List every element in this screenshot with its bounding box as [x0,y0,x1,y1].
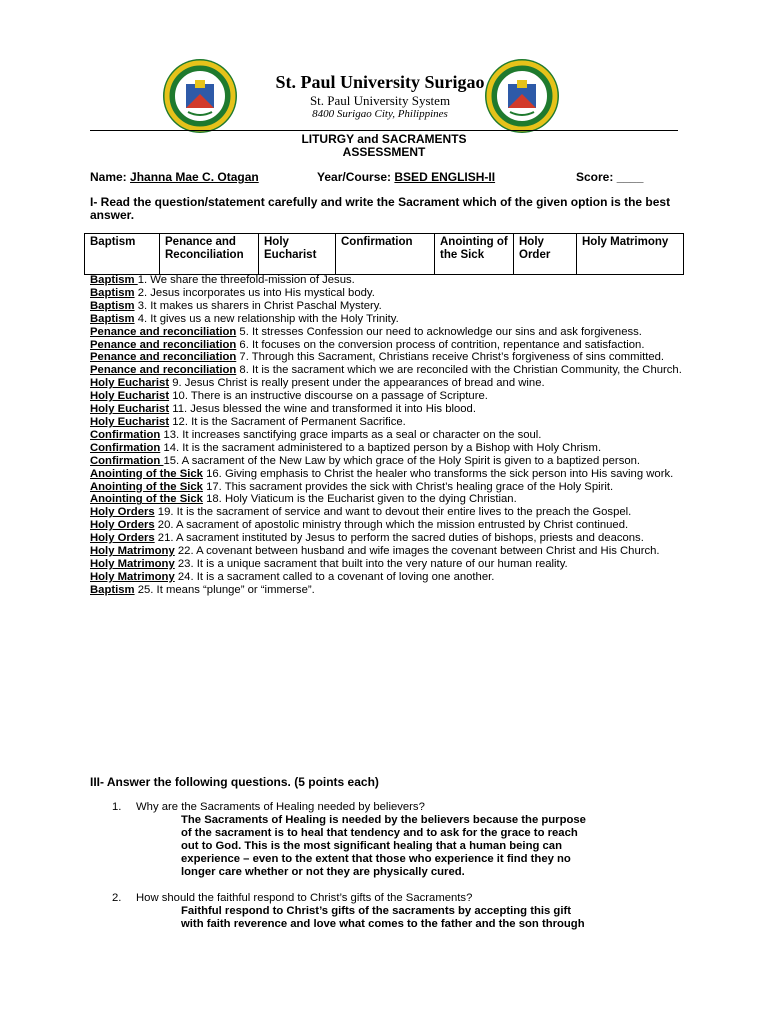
answer-line: longer care whether or not they are physically cured. [181,865,465,878]
name-field [90,170,259,184]
list-item [90,442,682,455]
university-name: St. Paul University Surigao [275,72,485,92]
item-answer: Holy Eucharist [90,415,170,428]
item-text: 6. It focuses on the conversion process of contrition, repentance and satisfaction. [236,338,645,351]
item-answer: Holy Eucharist [90,377,170,390]
item-text: 4. It gives us a new relationship with the Holy Trinity. [134,312,399,325]
section-3-heading: III- Answer the following questions. (5 points each) [90,775,379,789]
option-cell: Holy Order [514,234,577,275]
item-answer: Baptism [90,312,135,325]
university-address: 8400 Surigao City, Philippines [312,108,448,120]
sacrament-options-table [84,233,684,275]
list-item [90,455,682,468]
item-answer: Penance and reconciliation [90,325,237,338]
item-text: 13. It increases sanctifying grace imparts as a seal or character on the soul. [160,428,542,441]
item-answer: Penance and reconciliation [90,364,237,377]
item-text: 5. It stresses Confession our need to acknowledge our sins and ask forgiveness. [236,325,642,338]
score-value: ____ [616,170,644,184]
list-item [90,326,682,339]
list-item [90,351,682,364]
item-answer: Confirmation [90,441,161,454]
item-text: 19. It is the sacrament of service and want to devout their entire lives to the preach the Gospel. [154,506,632,519]
list-item [90,493,682,506]
name-label: Name: [90,170,127,184]
question-text: How should the faithful respond to Christ’s gifts of the Sacraments? [136,892,473,904]
answer-line: out to God. This is the most significant healing that a human being can [181,839,562,852]
list-item [90,339,682,352]
item-text: 22. A covenant between husband and wife images the covenant between Christ and His Church. [174,545,660,558]
list-item [90,532,682,545]
university-system: St. Paul University System [309,93,451,108]
option-cell: Baptism [85,234,160,275]
answer-line: Faithful respond to Christ’s gifts of the sacraments by accepting this gift [181,905,571,917]
list-item [90,584,682,597]
option-cell: Holy Eucharist [259,234,336,275]
list-item [90,429,682,442]
course-value: BSED ENGLISH-II [394,170,496,184]
item-text: 11. Jesus blessed the wine and transformed it into His blood. [169,403,476,416]
list-item [90,558,682,571]
item-answer: Anointing of the Sick [90,467,203,480]
item-text: 2. Jesus incorporates us into His mystical body. [134,286,375,299]
list-item [90,377,682,390]
item-answer: Baptism [90,583,135,596]
item-answer: Anointing of the Sick [90,493,203,506]
item-answer: Holy Matrimony [90,570,175,583]
item-text: 12. It is the Sacrament of Permanent Sacrifice. [169,415,406,428]
list-item [90,571,682,584]
score-label: Score: [576,170,614,184]
header-divider [90,130,678,131]
question-number: 2. [112,892,122,904]
item-text: 21. A sacrament instituted by Jesus to perform the sacred duties of bishops, priests and deacons. [154,532,644,545]
item-answer: Penance and reconciliation [90,338,237,351]
item-answer: Baptism [90,286,135,299]
item-text: 23. It is a unique sacrament that built into the very nature of our human reality. [174,557,568,570]
answer-1 [181,814,681,879]
option-cell: Anointing of the Sick [435,234,514,275]
item-text: 24. It is a sacrament called to a covenant of loving one another. [174,570,495,583]
list-item [90,519,682,532]
question-number: 1. [112,801,122,813]
question-1 [112,801,425,813]
item-text: 1. We share the threefold-mission of Jesus. [137,274,355,286]
item-text: 10. There is an instructive discourse on a passage of Scripture. [169,390,488,403]
list-item [90,468,682,481]
course-field [317,170,495,184]
question-2 [112,892,472,904]
list-item [90,364,682,377]
options-row [85,234,684,275]
item-text: 16. Giving emphasis to Christ the healer who transforms the sick person into His saving work. [202,467,674,480]
list-item [90,300,682,313]
question-text: Why are the Sacraments of Healing needed by believers? [136,801,425,813]
list-item [90,274,682,287]
document-subtitle: ASSESSMENT [342,145,426,159]
item-answer: Baptism [90,274,138,286]
item-answer: Confirmation [90,454,164,467]
item-text: 3. It makes us sharers in Christ Paschal Mystery. [134,299,382,312]
list-item [90,287,682,300]
list-item [90,403,682,416]
university-seal-left [162,58,238,134]
document-title: LITURGY and SACRAMENTS [301,132,467,146]
answer-line: with faith reverence and love what comes to the father and the son through [181,917,585,930]
answer-line: The Sacraments of Healing is needed by the believers because the purpose [181,814,586,826]
item-answer: Holy Eucharist [90,390,170,403]
option-cell: Holy Matrimony [577,234,684,275]
item-text: 15. A sacrament of the New Law by which grace of the Holy Spirit is given to a baptized person. [163,454,641,467]
item-answer: Baptism [90,299,135,312]
answer-list [90,274,682,597]
item-answer: Anointing of the Sick [90,480,203,493]
score-field [576,170,643,184]
item-answer: Holy Orders [90,506,155,519]
item-text: 14. It is the sacrament administered to a baptized person by a Bishop with Holy Chrism. [160,441,602,454]
item-answer: Holy Orders [90,532,155,545]
option-cell: Confirmation [336,234,435,275]
option-cell: Penance and Reconciliation [160,234,259,275]
item-text: 17. This sacrament provides the sick with Christ’s healing grace of the Holy Spirit. [202,480,614,493]
instructions: I- Read the question/statement carefully and write the Sacrament which of the given option is the best answer. [90,195,671,222]
item-text: 9. Jesus Christ is really present under the appearances of bread and wine. [169,377,545,390]
answer-line: of the sacrament is to heal that tendency and to ask for the grace to reach [181,826,578,839]
item-answer: Holy Matrimony [90,545,175,558]
item-answer: Holy Orders [90,519,155,532]
answer-2 [181,905,681,931]
name-value: Jhanna Mae C. Otagan [130,170,259,184]
item-text: 25. It means “plunge” or “immerse”. [134,583,315,596]
item-text: 7. Through this Sacrament, Christians receive Christ’s forgiveness of sins committed. [236,351,665,364]
item-text: 18. Holy Viaticum is the Eucharist given to the dying Christian. [202,493,517,506]
list-item [90,313,682,326]
course-label: Year/Course: [317,170,392,184]
list-item [90,545,682,558]
item-answer: Confirmation [90,428,161,441]
university-seal-right [484,58,560,134]
item-answer: Holy Matrimony [90,557,175,570]
list-item [90,390,682,403]
list-item [90,416,682,429]
list-item [90,481,682,494]
item-text: 20. A sacrament of apostolic ministry through which the mission entrusted by Christ continued. [154,519,629,532]
list-item [90,506,682,519]
item-text: 8. It is the sacrament which we are reconciled with the Christian Community, the Church. [236,364,682,377]
item-answer: Holy Eucharist [90,403,170,416]
answer-line: experience – even to the extent that those who experience it find they no [181,852,571,865]
item-answer: Penance and reconciliation [90,351,237,364]
